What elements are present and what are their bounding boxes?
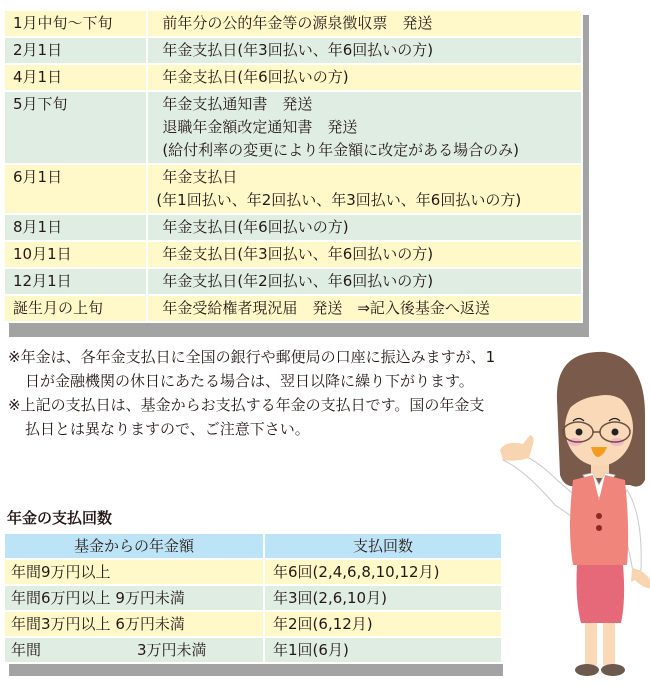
- amount-from: 年間3万円以上: [11, 615, 111, 633]
- schedule-date: 10月1日: [5, 242, 146, 267]
- table-row: [5, 92, 581, 163]
- schedule-date: 6月1日: [5, 165, 146, 213]
- amount-cell: [5, 586, 263, 610]
- notes: [8, 345, 498, 441]
- count-cell: 年6回(2,4,6,8,10,12月): [265, 560, 501, 584]
- table-row: [5, 215, 581, 240]
- desc-line: 年金支払通知書 発送: [162, 95, 313, 113]
- table-row: [5, 296, 581, 321]
- count-cell: 年3回(2,6,10月): [265, 586, 501, 610]
- table-header-row: [5, 534, 501, 558]
- schedule-desc: 前年分の公的年金等の源泉徴収票 発送: [148, 11, 581, 36]
- schedule-desc: 年金支払日(年6回払いの方): [148, 215, 581, 240]
- amount-from: 年間9万円以上: [11, 563, 111, 581]
- schedule-table-wrapper: [3, 9, 583, 323]
- schedule-desc: [148, 92, 581, 163]
- schedule-desc: [148, 165, 581, 213]
- note-item: ※上記の支払日は、基金からお支払する年金の支払日です。国の年金支払日とは異なりますので、ご注意下さい。: [8, 396, 485, 438]
- table-row: [5, 560, 501, 584]
- amount-to: 3万円未満: [137, 641, 207, 659]
- schedule-date: 5月下旬: [5, 92, 146, 163]
- amount-cell: [5, 560, 263, 584]
- count-cell: 年2回(6,12月): [265, 612, 501, 636]
- table-row: [5, 269, 581, 294]
- desc-line: 退職年金額改定通知書 発送: [162, 118, 358, 136]
- table-row: [5, 165, 581, 213]
- column-header: 支払回数: [265, 534, 501, 558]
- woman-in-glasses-pointing-icon: [495, 340, 650, 684]
- count-cell: 年1回(6月): [265, 638, 501, 662]
- schedule-date: 1月中旬～下旬: [5, 11, 146, 36]
- table-row: [5, 242, 581, 267]
- amount-from: 年間: [11, 641, 42, 659]
- table-row: [5, 612, 501, 636]
- schedule-desc: 年金支払日(年6回払いの方): [148, 65, 581, 90]
- schedule-desc: 年金支払日(年2回払い、年6回払いの方): [148, 269, 581, 294]
- amount-cell: [5, 638, 263, 662]
- frequency-table-wrapper: [3, 532, 503, 664]
- table-row: [5, 638, 501, 662]
- note-item: ※年金は、各年金支払日に全国の銀行や郵便局の口座に振込みますが、1日が金融機関の休日にあたる場合は、翌日以降に繰り下がります。: [8, 348, 496, 390]
- table-row: [5, 38, 581, 63]
- schedule-date: 8月1日: [5, 215, 146, 240]
- table-row: [5, 11, 581, 36]
- section-title: 年金の支払回数: [7, 509, 113, 527]
- schedule-desc: 年金支払日(年3回払い、年6回払いの方): [148, 242, 581, 267]
- table-row: [5, 65, 581, 90]
- amount-to: 6万円未満: [115, 615, 185, 633]
- desc-line: (給付利率の変更により年金額に改定がある場合のみ): [162, 141, 520, 159]
- schedule-desc: 年金受給権者現況届 発送 ⇒記入後基金へ返送: [148, 296, 581, 321]
- schedule-desc: 年金支払日(年3回払い、年6回払いの方): [148, 38, 581, 63]
- schedule-date: 12月1日: [5, 269, 146, 294]
- schedule-date: 2月1日: [5, 38, 146, 63]
- amount-from: 年間6万円以上: [11, 589, 111, 607]
- schedule-date: 誕生月の上旬: [5, 296, 146, 321]
- desc-line: (年1回払い、年2回払い、年3回払い、年6回払いの方): [156, 191, 522, 209]
- column-header: 基金からの年金額: [5, 534, 263, 558]
- amount-cell: [5, 612, 263, 636]
- desc-line: 年金支払日: [162, 168, 238, 186]
- schedule-date: 4月1日: [5, 65, 146, 90]
- schedule-table: [3, 9, 583, 323]
- table-row: [5, 586, 501, 610]
- frequency-table: [3, 532, 503, 664]
- amount-to: 9万円未満: [115, 589, 185, 607]
